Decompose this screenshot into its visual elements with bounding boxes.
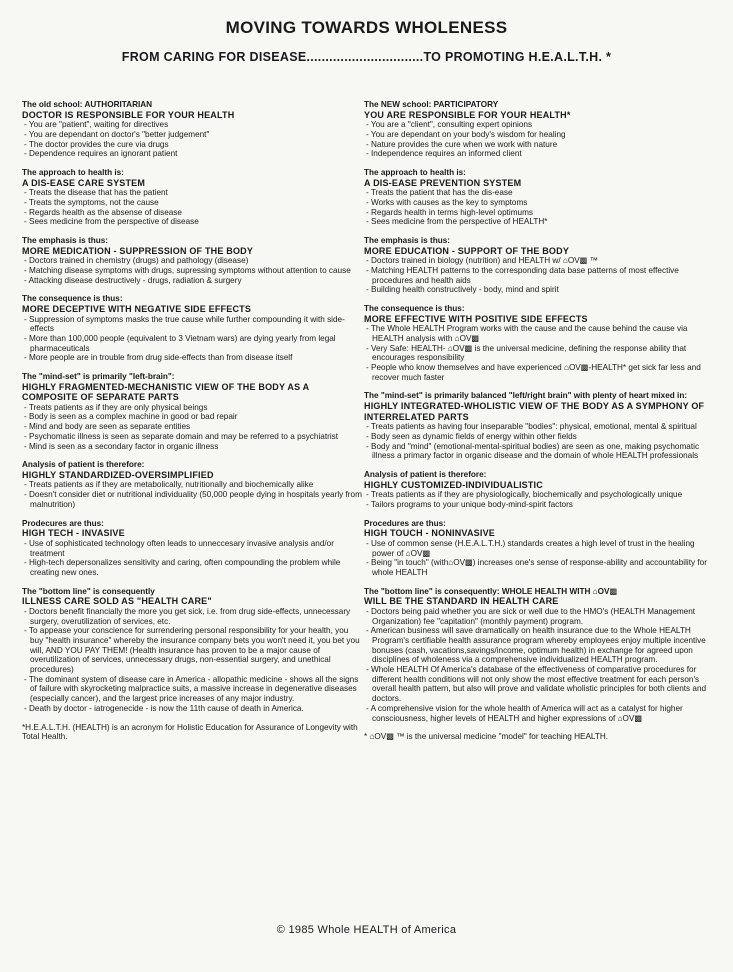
- section-heading: A DIS-EASE CARE SYSTEM: [22, 177, 146, 188]
- list-item: - High-tech depersonalizes sensitivity and caring, often compounding the problem while creating new ones.: [22, 558, 362, 577]
- list-item: - The dominant system of disease care in America - allopathic medicine - shows all the signs of failure with skyrocketing malpractice suits, a massive increase in degenerative diseases (especially cancer), and the largest price increases of any major industry.: [22, 675, 362, 704]
- section-heading: HIGHLY FRAGMENTED-MECHANISTIC VIEW OF THE BODY AS A COMPOSITE OF SEPARATE PARTS: [22, 381, 310, 403]
- right-section: [364, 391, 714, 461]
- section-list: [364, 422, 714, 461]
- list-item: - Death by doctor - iatrogenecide - is now the 11th cause of death in America.: [22, 704, 362, 714]
- left-section: [22, 460, 362, 509]
- section-intro: The "bottom line" is consequently: [22, 586, 155, 596]
- section-intro: Analysis of patient is therefore:: [364, 469, 487, 479]
- list-item: - The doctor provides the cure via drugs: [22, 140, 362, 150]
- section-list: [364, 490, 714, 509]
- list-item: - Psychomatic illness is seen as separate domain and may be referred to a psychiatrist: [22, 432, 362, 442]
- section-list: [22, 607, 362, 714]
- list-item: - Body and "mind" (emotional-mental-spiritual bodies) are seen as one, making psychomatic illness a primary factor in organic disease and the domain of whole HEALTH professionals: [364, 442, 714, 461]
- section-heading: MORE MEDICATION - SUPPRESSION OF THE BODY: [22, 245, 254, 256]
- section-intro: The "bottom line" is consequently: WHOLE HEALTH WITH ⌂OV▩: [364, 586, 618, 596]
- list-item: - Whole HEALTH Of America's database of the effectiveness of comparative procedures for different health conditions will not only show the most effective treatment for each person's overall health pattern, but also will prove and validate wholistic principles for both clients and doctors.: [364, 665, 714, 704]
- list-item: - Treats the symptoms, not the cause: [22, 198, 362, 208]
- list-item: - Body is seen as a complex machine in good or bad repair: [22, 412, 362, 422]
- list-item: - You are "patient", waiting for directives: [22, 120, 362, 130]
- list-item: - Doctors trained in chemistry (drugs) and pathology (disease): [22, 256, 362, 266]
- list-item: - Mind is seen as a secondary factor in organic illness: [22, 442, 362, 452]
- right-section: [364, 519, 714, 578]
- section-list: [364, 539, 714, 578]
- left-column: [22, 100, 362, 742]
- list-item: - Regards health as the absense of disease: [22, 208, 362, 218]
- right-section: [364, 236, 714, 295]
- list-item: - Doctors being paid whether you are sick or well due to the HMO's (HEALTH Management Organization) fee "capitation" (monthly payment) program.: [364, 607, 714, 626]
- section-list: [22, 256, 362, 285]
- list-item: - Very Safe: HEALTH- ⌂OV▩ is the universal medicine, defining the response ability that encourages responsibility: [364, 344, 714, 363]
- footnote: * ⌂OV▩ ™ is the universal medicine "model" for teaching HEALTH.: [364, 732, 609, 742]
- list-item: - More than 100,000 people (equivalent to 3 Vietnam wars) are dying yearly from legal pharmaceuticals: [22, 334, 362, 353]
- list-item: - Use of sophisticated technology often leads to unneccesary invasive analysis and/or treatment: [22, 539, 362, 558]
- section-list: [364, 324, 714, 382]
- right-column: [364, 100, 714, 742]
- section-heading: A DIS-EASE PREVENTION SYSTEM: [364, 177, 522, 188]
- list-item: - Doesn't consider diet or nutritional individuality (50,000 people dying in hospitals yearly from malnutrition): [22, 490, 362, 509]
- list-item: - Works with causes as the key to symptoms: [364, 198, 714, 208]
- list-item: - American business will save dramatically on health insurance due to the Whole HEALTH Program's certifiable health assurance program whereby employees enjoy multiple incentive bonuses (cash, vacations,savings/income, optimum health) in exchange for agreed upon disciplines of wholeness via a comprehensive individualized HEALTH program.: [364, 626, 714, 665]
- list-item: - You are dependant on your body's wisdom for healing: [364, 130, 714, 140]
- left-section: [22, 236, 362, 285]
- section-intro: The consequence is thus:: [364, 304, 465, 314]
- left-section: [22, 294, 362, 363]
- list-item: - To appease your conscience for surrendering personal responsibility for your health, you buy "health insurance" whereby the insurance company bets you won't need it, you bet you will, AND YOU PAY THEM! (Health insurance has proven to be a major cause of overutilization of services, unnecessary drugs, non-essential surgery, and unethical procedures): [22, 626, 362, 675]
- list-item: - More people are in trouble from drug side-effects than from disease itself: [22, 353, 362, 363]
- list-item: - Independence requires an informed client: [364, 149, 714, 159]
- list-item: - Treats patients as if they are only physical beings: [22, 403, 362, 413]
- page-title: MOVING TOWARDS WHOLENESS: [225, 18, 508, 37]
- section-heading: WILL BE THE STANDARD IN HEALTH CARE: [364, 596, 559, 607]
- list-item: - Matching HEALTH patterns to the corresponding data base patterns of most effective procedures and health aids: [364, 266, 714, 285]
- list-item: - The Whole HEALTH Program works with the cause and the cause behind the cause via HEALTH analysis with ⌂OV▩: [364, 324, 714, 343]
- right-section: [364, 100, 714, 159]
- section-list: [364, 188, 714, 227]
- section-heading: MORE EDUCATION - SUPPORT OF THE BODY: [364, 245, 570, 256]
- list-item: - Treats patients as if they are metabolically, nutritionally and biochemically alike: [22, 480, 362, 490]
- list-item: - Being "in touch" (with⌂OV▩) increases one's sense of response-ability and accountability for whole HEALTH: [364, 558, 714, 577]
- footnote: *H.E.A.L.T.H. (HEALTH) is an acronym for Holistic Education for Assurance of Longevity with Total Health.: [22, 722, 358, 742]
- section-intro: The approach to health is:: [22, 168, 124, 178]
- copyright-notice: © 1985 Whole HEALTH of America: [276, 924, 457, 936]
- list-item: - Doctors trained in biology (nutrition) and HEALTH w/ ⌂OV▩ ™: [364, 256, 714, 266]
- list-item: - Sees medicine from the perspective of HEALTH*: [364, 217, 714, 227]
- list-item: - Body seen as dynamic fields of energy within other fields: [364, 432, 714, 442]
- left-section: [22, 519, 362, 578]
- section-heading: HIGH TOUCH - NONINVASIVE: [364, 528, 495, 539]
- section-heading: HIGHLY STANDARDIZED-OVERSIMPLIFIED: [22, 469, 214, 480]
- section-list: [22, 315, 362, 364]
- section-intro: Prodecures are thus:: [22, 518, 104, 528]
- section-heading: ILLNESS CARE SOLD AS "HEALTH CARE": [22, 596, 212, 607]
- list-item: - Suppression of symptoms masks the true cause while further compounding it with side-effects: [22, 315, 362, 334]
- list-item: - Use of common sense (H.E.A.L.T.H.) standards creates a high level of trust in the healing power of ⌂OV▩: [364, 539, 714, 558]
- section-intro: The consequence is thus:: [22, 294, 123, 304]
- left-section: [22, 168, 362, 227]
- list-item: - Mind and body are seen as separate entities: [22, 422, 362, 432]
- section-list: [364, 256, 714, 295]
- section-heading: MORE EFFECTIVE WITH POSITIVE SIDE EFFECTS: [364, 313, 588, 324]
- list-item: - Tailors programs to your unique body-mind-spirit factors: [364, 500, 714, 510]
- section-intro: The emphasis is thus:: [364, 236, 450, 246]
- list-item: - Attacking disease destructively - drugs, radiation & surgery: [22, 276, 362, 286]
- list-item: - You are a "client", consulting expert opinions: [364, 120, 714, 130]
- section-heading: MORE DECEPTIVE WITH NEGATIVE SIDE EFFECTS: [22, 304, 252, 315]
- list-item: - Treats the disease that has the patient: [22, 188, 362, 198]
- list-item: - A comprehensive vision for the whole health of America will act as a catalyst for higher consciousness, higher levels of HEALTH and higher expressions of ⌂OV▩: [364, 704, 714, 723]
- section-intro: The "mind-set" is primarily balanced "left/right brain" with plenty of heart mixed in:: [364, 391, 688, 401]
- section-intro: The emphasis is thus:: [22, 236, 108, 246]
- section-heading: HIGH TECH - INVASIVE: [22, 528, 125, 539]
- list-item: - Treats the patient that has the dis-ease: [364, 188, 714, 198]
- list-item: - Treats patients as having four inseparable "bodies": physical, emotional, mental & spiritual: [364, 422, 714, 432]
- section-intro: Analysis of patient is therefore:: [22, 460, 145, 470]
- section-list: [22, 539, 362, 578]
- right-section: [364, 168, 714, 227]
- section-heading: YOU ARE RESPONSIBLE FOR YOUR HEALTH*: [364, 109, 571, 120]
- left-section: [22, 100, 362, 159]
- list-item: - Nature provides the cure when we work with nature: [364, 140, 714, 150]
- page-subtitle: FROM CARING FOR DISEASE...............................TO PROMOTING H.E.A.L.T.H. *: [121, 50, 612, 64]
- list-item: - Building health constructively - body, mind and spirit: [364, 285, 714, 295]
- section-list: [22, 188, 362, 227]
- left-section: [22, 587, 362, 714]
- section-list: [22, 120, 362, 159]
- left-section: [22, 372, 362, 451]
- list-item: - You are dependant on doctor's "better judgement": [22, 130, 362, 140]
- section-list: [364, 607, 714, 723]
- section-heading: HIGHLY INTEGRATED-WHOLISTIC VIEW OF THE BODY AS A SYMPHONY OF INTERRELATED PARTS: [364, 401, 705, 422]
- right-section: [364, 304, 714, 382]
- right-section: [364, 470, 714, 510]
- list-item: - Matching disease symptoms with drugs, supressing symptoms without attention to cause: [22, 266, 362, 276]
- section-intro: The NEW school: PARTICIPATORY: [364, 100, 499, 109]
- section-heading: HIGHLY CUSTOMIZED-INDIVIDUALISTIC: [364, 479, 543, 490]
- list-item: - Doctors benefit financially the more you get sick, i.e. from drug side-effects, unnecessary surgery, overutilization of services, etc.: [22, 607, 362, 626]
- section-intro: The old school: AUTHORITARIAN: [22, 100, 153, 109]
- list-item: - Regards health in terms high-level optimums: [364, 208, 714, 218]
- section-list: [22, 480, 362, 509]
- section-intro: The "mind-set" is primarily "left-brain":: [22, 372, 175, 382]
- list-item: - Treats patients as if they are physiologically, biochemically and psychologically unique: [364, 490, 714, 500]
- section-heading: DOCTOR IS RESPONSIBLE FOR YOUR HEALTH: [22, 109, 235, 120]
- list-item: - Sees medicine from the perspective of disease: [22, 217, 362, 227]
- list-item: - People who know themselves and have experienced ⌂OV▩-HEALTH* get sick far less and recover much faster: [364, 363, 714, 382]
- section-list: [364, 120, 714, 159]
- section-list: [22, 403, 362, 452]
- section-intro: Procedures are thus:: [364, 518, 446, 528]
- section-intro: The approach to health is:: [364, 168, 466, 178]
- list-item: - Dependence requires an ignorant patient: [22, 149, 362, 159]
- right-section: [364, 587, 714, 724]
